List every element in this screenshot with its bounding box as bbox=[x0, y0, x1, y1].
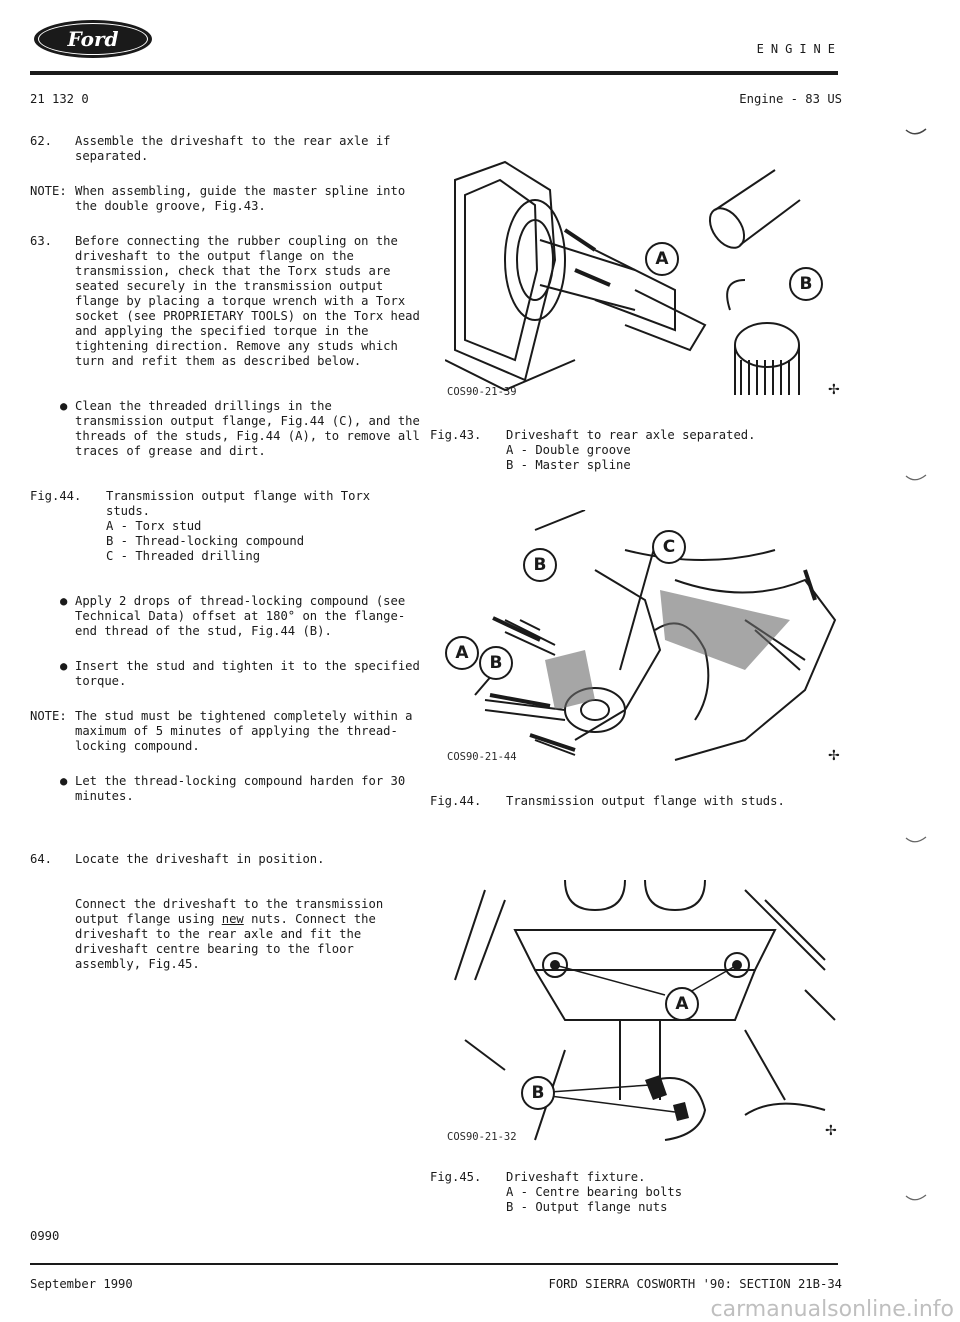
step-64: 64. Locate the driveshaft in position. bbox=[30, 852, 325, 866]
fig44-item-a: A - Torx stud bbox=[106, 519, 202, 533]
svg-text:✢: ✢ bbox=[825, 1123, 837, 1139]
fig44-callout-c: C bbox=[652, 530, 686, 564]
ford-logo bbox=[34, 20, 152, 58]
margin-tick-mark bbox=[905, 128, 927, 138]
fig43-caption: Fig.43. Driveshaft to rear axle separated. A - Double groove B - Master spline bbox=[430, 428, 756, 472]
driveshaft-spline-drawing bbox=[445, 150, 845, 402]
fig44-caption: Fig.44. Transmission output flange with studs. bbox=[430, 794, 785, 808]
fig43-callout-a: A bbox=[645, 242, 679, 276]
margin-tick-mark bbox=[905, 836, 927, 846]
page-ref: 21 132 0 bbox=[30, 92, 89, 106]
fig45-callout-a: A bbox=[665, 987, 699, 1021]
bullet-icon: ● bbox=[60, 399, 68, 413]
fig44-legend: Fig.44. Transmission output flange with Torx studs. A - Torx stud B - Thread-locking compound C - Threaded drilling bbox=[30, 489, 420, 564]
step-63: 63. Before connecting the rubber coupling on the driveshaft to the output flange on the transmission, check that the Torx studs are seated securely in the transmission output flange by placing a torque wrench with a Torx socket (see PROPRIETARY TOOLS) on the Torx head and applying the specified torque in the tightening direction. Remove any studs which turn and refit them as described below. bbox=[30, 234, 420, 368]
fig43-caption-title: Driveshaft to rear axle separated. bbox=[506, 428, 756, 442]
note-stud-time: NOTE: The stud must be tightened completely within a maximum of 5 minutes of applying the thread-locking compound. bbox=[30, 709, 413, 753]
footer-rule bbox=[30, 1263, 838, 1265]
instructions-column bbox=[30, 134, 420, 972]
fig45-item-a: A - Centre bearing bolts bbox=[506, 1185, 683, 1199]
bullet-icon: ● bbox=[60, 659, 68, 673]
bullet-insert-stud: ● Insert the stud and tighten it to the specified torque. bbox=[60, 659, 420, 688]
margin-tick-mark bbox=[905, 1194, 927, 1204]
step-62: 62. Assemble the driveshaft to the rear axle if separated. bbox=[30, 134, 391, 163]
ford-logo-text: Ford bbox=[38, 23, 148, 55]
fig43-illustration bbox=[445, 150, 845, 402]
fig44-illustration bbox=[445, 510, 845, 768]
bullet-icon: ● bbox=[60, 774, 68, 788]
fig43-code: COS90-21-39 bbox=[447, 386, 517, 398]
svg-text:✢: ✢ bbox=[828, 382, 840, 398]
bullet-clean-drillings: ● Clean the threaded drillings in the transmission output flange, Fig.44 (C), and the threads of the studs, Fig.44 (A), to remove all traces of grease and dirt. bbox=[60, 399, 420, 458]
driveshaft-fixture-drawing bbox=[445, 870, 845, 1148]
fig44-item-b: B - Thread-locking compound bbox=[106, 534, 305, 548]
bullet-harden: ● Let the thread-locking compound harden for 30 minutes. bbox=[60, 774, 406, 803]
page-subtitle: Engine - 83 US bbox=[739, 92, 842, 106]
svg-text:✢: ✢ bbox=[828, 748, 840, 764]
note-master-spline: NOTE: When assembling, guide the master spline into the double groove, Fig.43. bbox=[30, 184, 406, 213]
watermark: carmanualsonline.info bbox=[710, 1297, 954, 1322]
bullet-icon: ● bbox=[60, 594, 68, 608]
fig45-caption: Fig.45. Driveshaft fixture. A - Centre bearing bolts B - Output flange nuts bbox=[430, 1170, 683, 1214]
fig45-code: COS90-21-32 bbox=[447, 1131, 517, 1143]
fig43-item-b: B - Master spline bbox=[506, 458, 631, 472]
bullet-apply-compound: ● Apply 2 drops of thread-locking compound (see Technical Data) offset at 180° on the flange-end thread of the stud, Fig.44 (B). bbox=[60, 594, 406, 638]
fig44-item-c: C - Threaded drilling bbox=[106, 549, 261, 563]
header-rule bbox=[30, 71, 838, 75]
fig44-callout-b-lower: B bbox=[479, 646, 513, 680]
fig44-callout-a: A bbox=[445, 636, 479, 670]
page-code: 0990 bbox=[30, 1229, 60, 1243]
margin-tick-mark bbox=[905, 474, 927, 484]
fig43-callout-b: B bbox=[789, 267, 823, 301]
fig45-item-b: B - Output flange nuts bbox=[506, 1200, 668, 1214]
footer-title: FORD SIERRA COSWORTH '90: SECTION 21B-34 bbox=[548, 1277, 842, 1291]
fig45-caption-title: Driveshaft fixture. bbox=[506, 1170, 646, 1184]
output-flange-drawing bbox=[445, 510, 845, 768]
section-title: ENGINE bbox=[756, 42, 842, 56]
fig45-illustration bbox=[445, 870, 845, 1148]
fig45-callout-b: B bbox=[521, 1076, 555, 1110]
fig44-callout-b-upper: B bbox=[523, 548, 557, 582]
fig44-legend-title: Transmission output flange with Torx studs. bbox=[106, 489, 371, 518]
connect-driveshaft-paragraph: Connect the driveshaft to the transmission output flange using new nuts. Connect the driveshaft to the rear axle and fit the driveshaft centre bearing to the floor assembly, Fig.45. bbox=[75, 897, 384, 971]
fig43-item-a: A - Double groove bbox=[506, 443, 631, 457]
fig44-code: COS90-21-44 bbox=[447, 751, 517, 763]
footer-date: September 1990 bbox=[30, 1277, 133, 1291]
